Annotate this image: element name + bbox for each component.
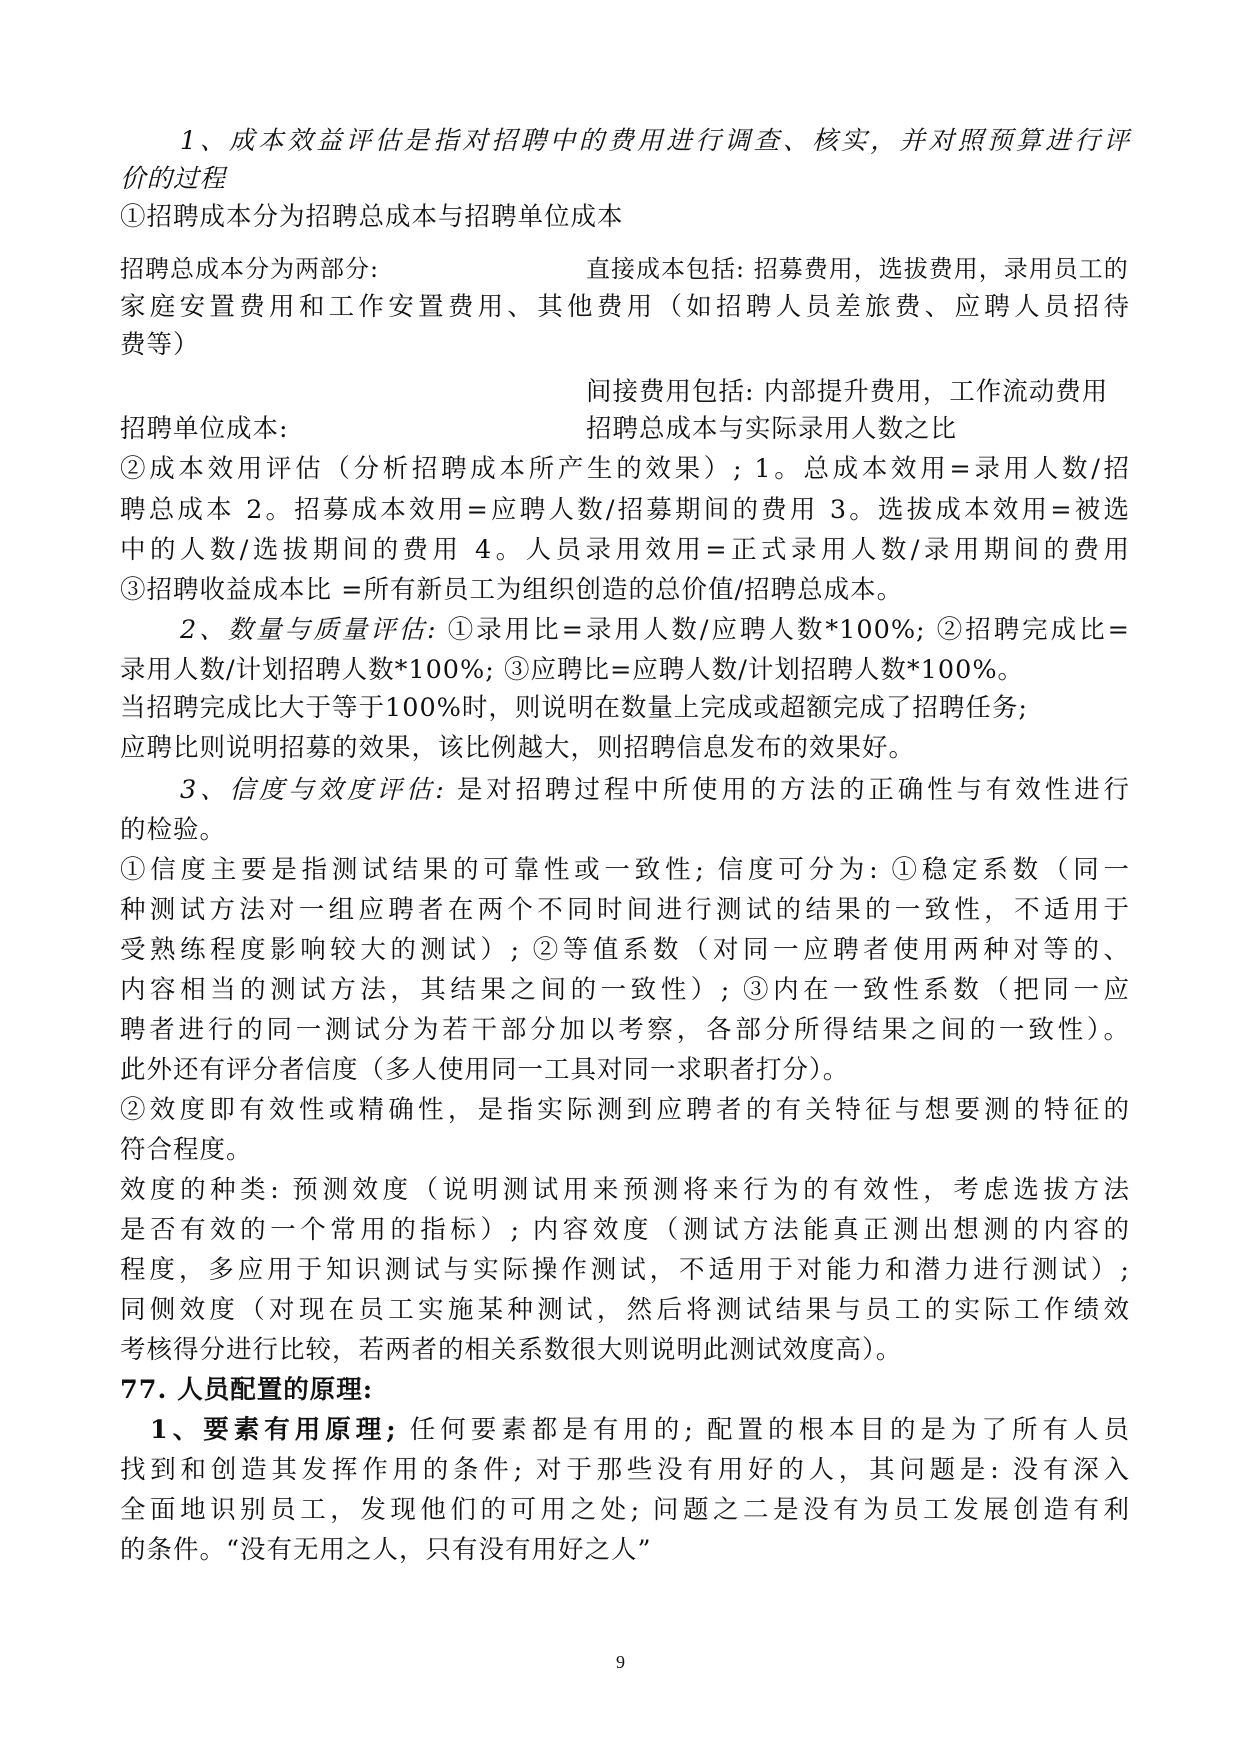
text-line: 找到和创造其发挥作用的条件; 对于那些没有用好的人，其问题是: 没有深入: [120, 1455, 1130, 1485]
text-line: [180, 771, 1130, 809]
text-content: 招聘总成本与实际录用人数之比: [586, 414, 958, 444]
text-line: 效度的种类: 预测效度（说明测试用来预测将来行为的有效性，考虑选拔方法: [120, 1175, 1130, 1205]
text-line: 考核得分进行比较，若两者的相关系数很大则说明此测试效度高）。: [120, 1335, 903, 1365]
text-line: ②效度即有效性或精确性，是指实际测到应聘者的有关特征与想要测的特征的: [120, 1095, 1130, 1125]
text-line: 种测试方法对一组应聘者在两个不同时间进行测试的结果的一致性，不适用于: [120, 895, 1130, 925]
text-line: ①招聘成本分为招聘总成本与招聘单位成本: [120, 202, 624, 232]
text-line: 的条件。“没有无用之人，只有没有用好之人”: [120, 1535, 652, 1565]
text-label: 招聘单位成本:: [120, 414, 289, 444]
text-line: 应聘比则说明招募的效果，该比例越大，则招聘信息发布的效果好。: [120, 733, 916, 763]
text-line: 中的人数/选拔期间的费用 4。人员录用效用=正式录用人数/录用期间的费用: [120, 535, 1130, 565]
text-line: 费等）: [120, 330, 200, 360]
text-line: 1、成本效益评估是指对招聘中的费用进行调查、核实，并对照预算进行评: [180, 126, 1130, 156]
text-line: [180, 611, 1130, 649]
text-line: 内容相当的测试方法，其结果之间的一致性）; ③内在一致性系数（把同一应: [120, 975, 1130, 1005]
section-heading: 3、信度与效度评估:: [180, 775, 445, 805]
text-line: [150, 1411, 1130, 1449]
text-line: 符合程度。: [120, 1135, 253, 1165]
section-title: 77. 人员配置的原理:: [120, 1375, 374, 1405]
text-line: 的检验。: [120, 815, 227, 845]
text-line: ①信度主要是指测试结果的可靠性或一致性; 信度可分为: ①稳定系数（同一: [120, 855, 1130, 885]
text-line: 受熟练程度影响较大的测试）; ②等值系数（对同一应聘者使用两种对等的、: [120, 935, 1130, 965]
text-content: ①录用比=录用人数/应聘人数*100%; ②招聘完成比=: [436, 615, 1130, 645]
text-label: 招聘总成本分为两部分:: [120, 255, 380, 283]
text-line: [120, 410, 1130, 448]
text-line: 程度，多应用于知识测试与实际操作测试，不适用于对能力和潜力进行测试）;: [120, 1255, 1130, 1285]
text-line: 是否有效的一个常用的指标）; 内容效度（测试方法能真正测出想测的内容的: [120, 1215, 1130, 1245]
section-heading: 1、要素有用原理;: [150, 1415, 397, 1445]
text-line: ③招聘收益成本比 =所有新员工为组织创造的总价值/招聘总成本。: [120, 575, 904, 605]
text-content: 任何要素都是有用的; 配置的根本目的是为了所有人员: [396, 1415, 1130, 1445]
text-line: 价的过程: [120, 164, 227, 194]
text-content: 直接成本包括: 招募费用，选拔费用，录用员工的: [586, 255, 1129, 283]
text-line: 此外还有评分者信度（多人使用同一工具对同一求职者打分）。: [120, 1055, 850, 1085]
text-line: [120, 250, 1130, 288]
text-content: 间接费用包括: 内部提升费用，工作流动费用: [586, 377, 1109, 407]
text-line: 同侧效度（对现在员工实施某种测试，然后将测试结果与员工的实际工作绩效: [120, 1295, 1130, 1325]
text-line: 家庭安置费用和工作安置费用、其他费用（如招聘人员差旅费、应聘人员招待: [120, 292, 1130, 322]
text-line: 当招聘完成比大于等于100%时，则说明在数量上完成或超额完成了招聘任务;: [120, 693, 1028, 723]
page-number: 9: [616, 1652, 625, 1672]
text-line: ②成本效用评估（分析招聘成本所产生的效果）; 1。总成本效用=录用人数/招: [120, 454, 1130, 484]
section-heading: 2、数量与质量评估:: [180, 615, 437, 645]
text-line: 聘总成本 2。招募成本效用=应聘人数/招募期间的费用 3。选拔成本效用=被选: [120, 495, 1130, 525]
text-line: 录用人数/计划招聘人数*100%; ③应聘比=应聘人数/计划招聘人数*100%。: [120, 655, 1025, 685]
text-content: 是对招聘过程中所使用的方法的正确性与有效性进行: [444, 775, 1130, 805]
text-line: 聘者进行的同一测试分为若干部分加以考察，各部分所得结果之间的一致性）。: [120, 1015, 1130, 1045]
text-line: 全面地识别员工，发现他们的可用之处; 问题之二是没有为员工发展创造有利: [120, 1495, 1130, 1525]
